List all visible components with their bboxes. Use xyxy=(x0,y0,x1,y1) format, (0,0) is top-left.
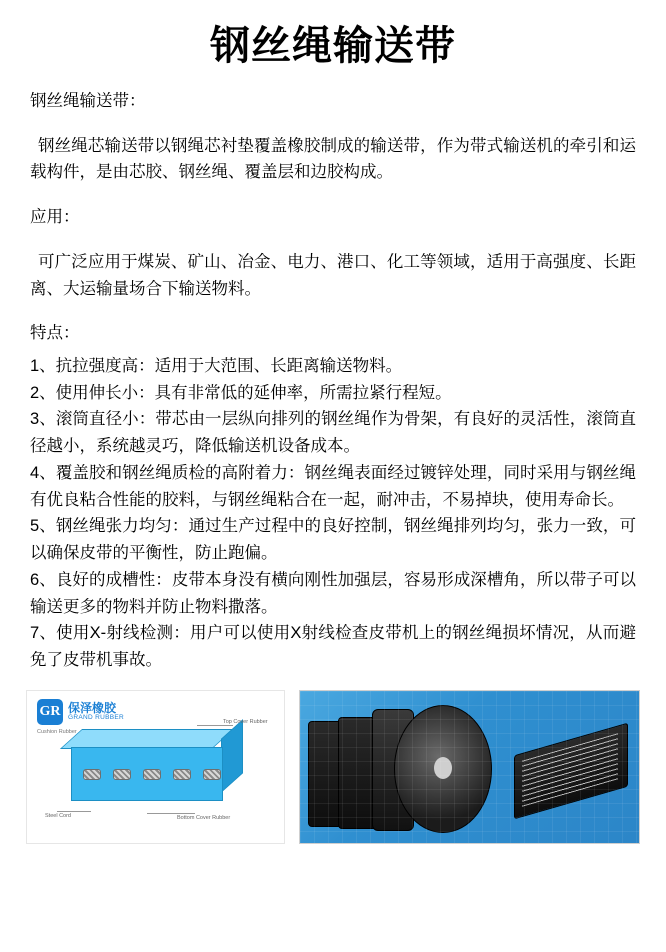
brand-logo xyxy=(37,699,124,725)
feature-item-6: 6、良好的成槽性：皮带本身没有横向刚性加强层，容易形成深槽角，所以带子可以输送更多的物料并防止物料撒落。 xyxy=(30,570,636,616)
steel-cord-icon xyxy=(143,769,161,780)
section-text-product: 钢丝绳芯输送带以钢绳芯衬垫覆盖橡胶制成的输送带，作为带式输送机的牵引和运载构件，是由芯胶、钢丝绳、覆盖层和边胶构成。 xyxy=(30,136,636,182)
belt-top-face xyxy=(60,729,234,749)
label-bottom-cover-rubber: Bottom Cover Rubber xyxy=(177,814,231,821)
steel-cord-icon xyxy=(203,769,221,780)
steel-cord-icon xyxy=(83,769,101,780)
conveyor-belt-rolls xyxy=(308,703,498,833)
logo-text-cn: 保泽橡胶 xyxy=(68,700,117,715)
feature-item-2: 2、使用伸长小：具有非常低的延伸率，所需拉紧行程短。 xyxy=(30,383,452,402)
document-page xyxy=(0,22,666,952)
label-cushion-rubber: Cushion Rubber xyxy=(37,728,77,735)
roll-hub xyxy=(434,757,452,779)
belt-roll-stack xyxy=(308,721,362,827)
section-heading-application: 应用： xyxy=(30,208,80,227)
label-steel-cord: Steel Cord xyxy=(45,812,71,819)
belt-structure-diagram xyxy=(26,690,285,844)
logo-text-en: GRAND RUBBER xyxy=(68,714,124,722)
section-heading-product: 钢丝绳输送带： xyxy=(30,92,146,110)
logo-mark-icon: GR xyxy=(37,699,63,725)
feature-item-5: 5、钢丝绳张力均匀：通过生产过程中的良好控制，钢丝绳排列均匀，张力一致，可以确保皮带的平衡性，防止跑偏。 xyxy=(30,517,636,563)
section-heading-features: 特点： xyxy=(30,324,80,343)
steel-cord-icon xyxy=(113,769,131,780)
image-row xyxy=(0,690,666,844)
feature-item-7: 7、使用X-射线检测：用户可以使用X射线检查皮带机上的钢丝绳损坏情况，从而避免了皮带机事故。 xyxy=(30,624,636,669)
steel-cord-icon xyxy=(173,769,191,780)
belt-roll-face xyxy=(394,705,492,833)
belt-sample-slab xyxy=(514,722,628,819)
section-text-application: 可广泛应用于煤炭、矿山、冶金、电力、港口、化工等领域，适用于高强度、长距离、大运输量场合下输送物料。 xyxy=(30,252,636,298)
feature-item-3: 3、滚筒直径小：带芯由一层纵向排列的钢丝绳作为骨架，有良好的灵活性，滚筒直径越小，系统越灵巧，降低输送机设备成本。 xyxy=(30,410,636,456)
belt-roll-stack xyxy=(338,717,386,829)
leader-line xyxy=(57,811,91,812)
document-body xyxy=(0,88,666,674)
leader-line xyxy=(147,813,195,814)
belt-roll xyxy=(372,709,414,831)
feature-item-4: 4、覆盖胶和钢丝绳质检的高附着力：钢丝绳表面经过镀锌处理，同时采用与钢丝绳有优良粘合性能的胶料，与钢丝绳粘合在一起，耐冲击，不易掉块，使用寿命长。 xyxy=(30,463,636,509)
label-top-cover-rubber: Top Cover Rubber xyxy=(223,718,268,725)
feature-item-1: 1、抗拉强度高：适用于大范围、长距离输送物料。 xyxy=(30,357,403,376)
belt-sample-cords xyxy=(522,733,618,807)
page-title: 钢丝绳输送带 xyxy=(210,24,456,68)
product-photo xyxy=(299,690,640,844)
leader-line xyxy=(197,725,233,726)
